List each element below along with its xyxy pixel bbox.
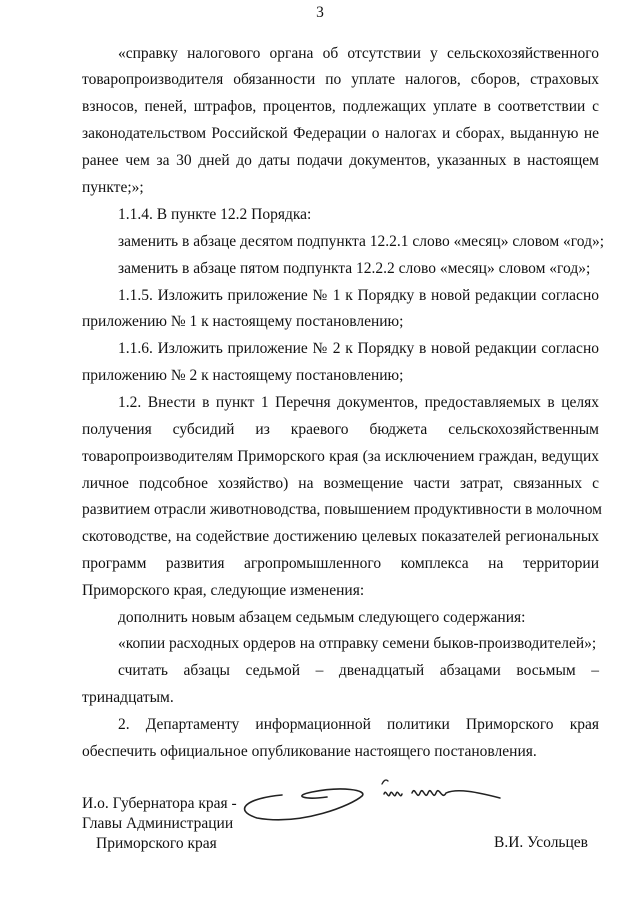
text-line: Приморского края, следующие изменения: — [82, 582, 365, 599]
text-line: личное подсобное хозяйство) на возмещение части затрат, связанных с — [82, 475, 599, 492]
text-line: скотоводстве, на содействие достижению целевых показателей региональных — [82, 528, 599, 545]
text-line: взносов, пеней, штрафов, процентов, подлежащих уплате в соответствии с — [82, 98, 599, 115]
text-line: обеспечить официальное опубликование настоящего постановления. — [82, 743, 537, 760]
text-line: ранее чем за 30 дней до даты подачи документов, указанных в настоящем — [82, 152, 599, 169]
text-line: 1.2. Внести в пункт 1 Перечня документов, предоставляемых в целях — [118, 394, 599, 411]
text-line: 1.1.5. Изложить приложение № 1 к Порядку в новой редакции согласно — [118, 287, 599, 304]
text-line: считать абзацы седьмой – двенадцатый абзацами восьмым – — [118, 662, 599, 679]
text-line: 1.1.4. В пункте 12.2 Порядка: — [118, 206, 312, 223]
text-line: товаропроизводителям Приморского края (за исключением граждан, ведущих — [82, 448, 599, 465]
text-line: товаропроизводителя обязанности по уплате налогов, сборов, страховых — [82, 71, 599, 88]
signer-name: В.И. Усольцев — [494, 834, 588, 851]
text-line: тринадцатым. — [82, 689, 174, 706]
text-line: «справку налогового органа об отсутствии у сельскохозяйственного — [118, 45, 599, 62]
text-line: приложению № 2 к настоящему постановлению; — [82, 367, 404, 384]
text-line: заменить в абзаце пятом подпункта 12.2.2 слово «месяц» словом «год»; — [118, 260, 591, 277]
text-line: дополнить новым абзацем седьмым следующего содержания: — [118, 609, 526, 626]
text-line: 2. Департаменту информационной политики Приморского края — [118, 716, 599, 733]
text-line: заменить в абзаце десятом подпункта 12.2.1 слово «месяц» словом «год»; — [118, 233, 605, 250]
text-line: развитием отрасли животноводства, повышением продуктивности в молочном — [82, 501, 602, 518]
text-line: приложению № 1 к настоящему постановлению; — [82, 313, 404, 330]
page-number: 3 — [316, 4, 324, 21]
position-line: Главы Администрации — [82, 815, 234, 832]
text-line: 1.1.6. Изложить приложение № 2 к Порядку в новой редакции согласно — [118, 340, 599, 357]
text-line: законодательством Российской Федерации о налогах и сборах, выданную не — [82, 125, 599, 142]
signatory-position — [82, 794, 237, 854]
position-line: Приморского края — [96, 835, 217, 852]
text-line: «копии расходных ордеров на отправку семени быков-производителей»; — [118, 635, 597, 652]
position-line: И.о. Губернатора края - — [82, 795, 237, 812]
text-line: пункте;»; — [82, 179, 144, 196]
text-line: программ развития агропромышленного комплекса на территории — [82, 555, 599, 572]
handwritten-signature — [232, 770, 507, 830]
text-line: получения субсидий из краевого бюджета сельскохозяйственным — [82, 421, 599, 438]
